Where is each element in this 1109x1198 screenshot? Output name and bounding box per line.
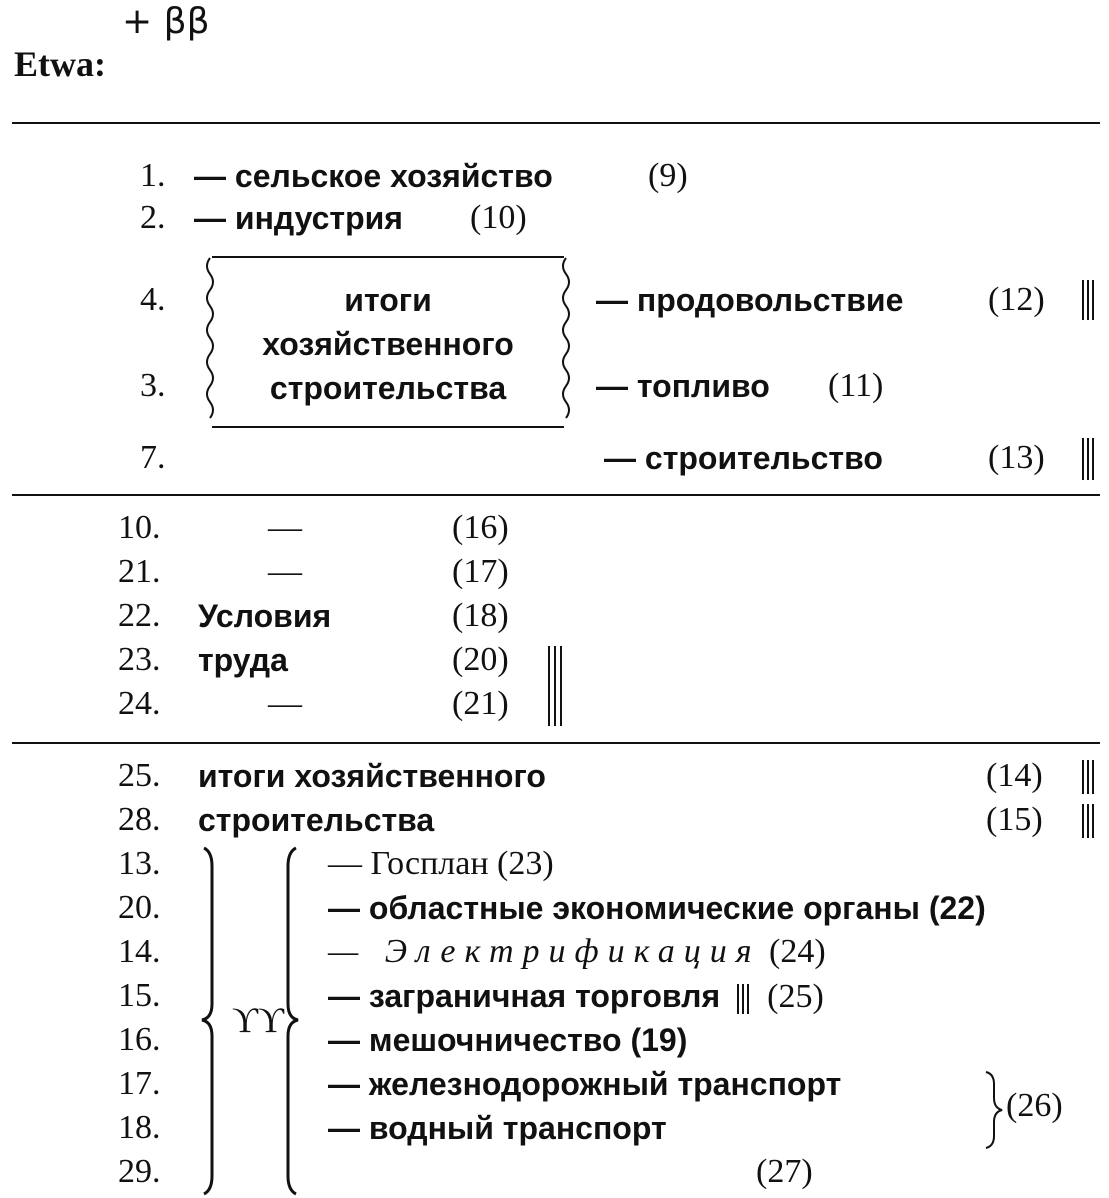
item-ref: (15) <box>986 801 1043 838</box>
item-ref: (17) <box>452 553 509 590</box>
item-ref: (26) <box>1006 1087 1063 1124</box>
item-text: — заграничная торговля <box>328 978 721 1014</box>
item-number: 28. <box>118 801 161 838</box>
item-text: Условия <box>198 598 332 634</box>
item-ref: (16) <box>452 509 509 546</box>
item-text <box>328 932 826 972</box>
item-number: 16. <box>118 1021 161 1058</box>
item-text: — Госплан (23) <box>328 845 554 882</box>
item-text: — областные экономические органы (22) <box>328 890 986 926</box>
item-number: 21. <box>118 553 161 590</box>
item-number: 18. <box>118 1109 161 1146</box>
item-text: — топливо <box>596 368 770 404</box>
divider-2 <box>12 742 1100 744</box>
item-text: — индустрия <box>194 200 403 236</box>
item-number: 7. <box>140 439 166 476</box>
item-text: итоги хозяйственного <box>198 758 546 794</box>
box-line: строительства <box>269 370 507 406</box>
box-line: хозяйственного <box>262 326 514 362</box>
item-text: — Электрификация <box>328 933 761 970</box>
item-number: 24. <box>118 685 161 722</box>
item-number: 14. <box>118 933 161 970</box>
item-text: строительства <box>198 802 435 838</box>
item-text: — <box>268 685 302 722</box>
item-number: 2. <box>140 199 166 236</box>
triple-bar-mark <box>1082 804 1096 838</box>
item-number: 3. <box>140 367 166 404</box>
box-line: итоги <box>344 282 432 318</box>
item-ref: (12) <box>988 281 1045 318</box>
item-number: 22. <box>118 597 161 634</box>
item-text <box>328 1020 687 1061</box>
item-number: 13. <box>118 845 161 882</box>
group-mark: ϒϒ <box>232 1000 284 1040</box>
item-number: 17. <box>118 1065 161 1102</box>
item-ref: (18) <box>452 597 509 634</box>
item-text: — сельское хозяйство <box>194 158 553 194</box>
item-ref: (24) <box>769 933 826 970</box>
item-text: — строительство <box>604 440 883 476</box>
triple-bar-mark <box>1082 760 1096 794</box>
item-text <box>328 888 986 928</box>
triple-bar-mark <box>548 646 562 726</box>
item-ref: (27) <box>756 1153 813 1190</box>
item-number: 10. <box>118 509 161 546</box>
item-ref: (11) <box>828 367 884 404</box>
item-number: 15. <box>118 977 161 1014</box>
item-ref: (14) <box>986 757 1043 794</box>
item-number: 20. <box>118 889 161 926</box>
triple-bar-mark <box>1082 438 1096 480</box>
handwritten-annotation: + ββ <box>122 1 210 42</box>
item-ref: (25) <box>767 978 824 1015</box>
item-text: — продовольствие <box>596 282 904 318</box>
item-text: — <box>268 509 302 546</box>
item-ref: (10) <box>470 199 527 236</box>
item-ref: (20) <box>452 641 509 678</box>
item-text: — <box>268 553 302 590</box>
item-ref: (21) <box>452 685 509 722</box>
item-number: 1. <box>140 157 166 194</box>
item-ref: (13) <box>988 439 1045 476</box>
item-number: 4. <box>140 281 166 318</box>
triple-bar-mark <box>1082 280 1096 320</box>
item-text: труда <box>198 642 288 678</box>
item-text <box>328 976 824 1017</box>
item-number: 23. <box>118 641 161 678</box>
item-text: — мешочничество (19) <box>328 1022 688 1058</box>
item-number: 25. <box>118 757 161 794</box>
item-ref: (9) <box>648 157 688 194</box>
divider-1 <box>12 494 1100 496</box>
triple-bar-mark <box>737 984 751 1014</box>
item-text: — железнодорожный транспорт <box>328 1066 842 1102</box>
item-number: 29. <box>118 1153 161 1190</box>
etwa-label: Etwa: <box>14 44 106 84</box>
item-text: — водный транспорт <box>328 1110 667 1146</box>
